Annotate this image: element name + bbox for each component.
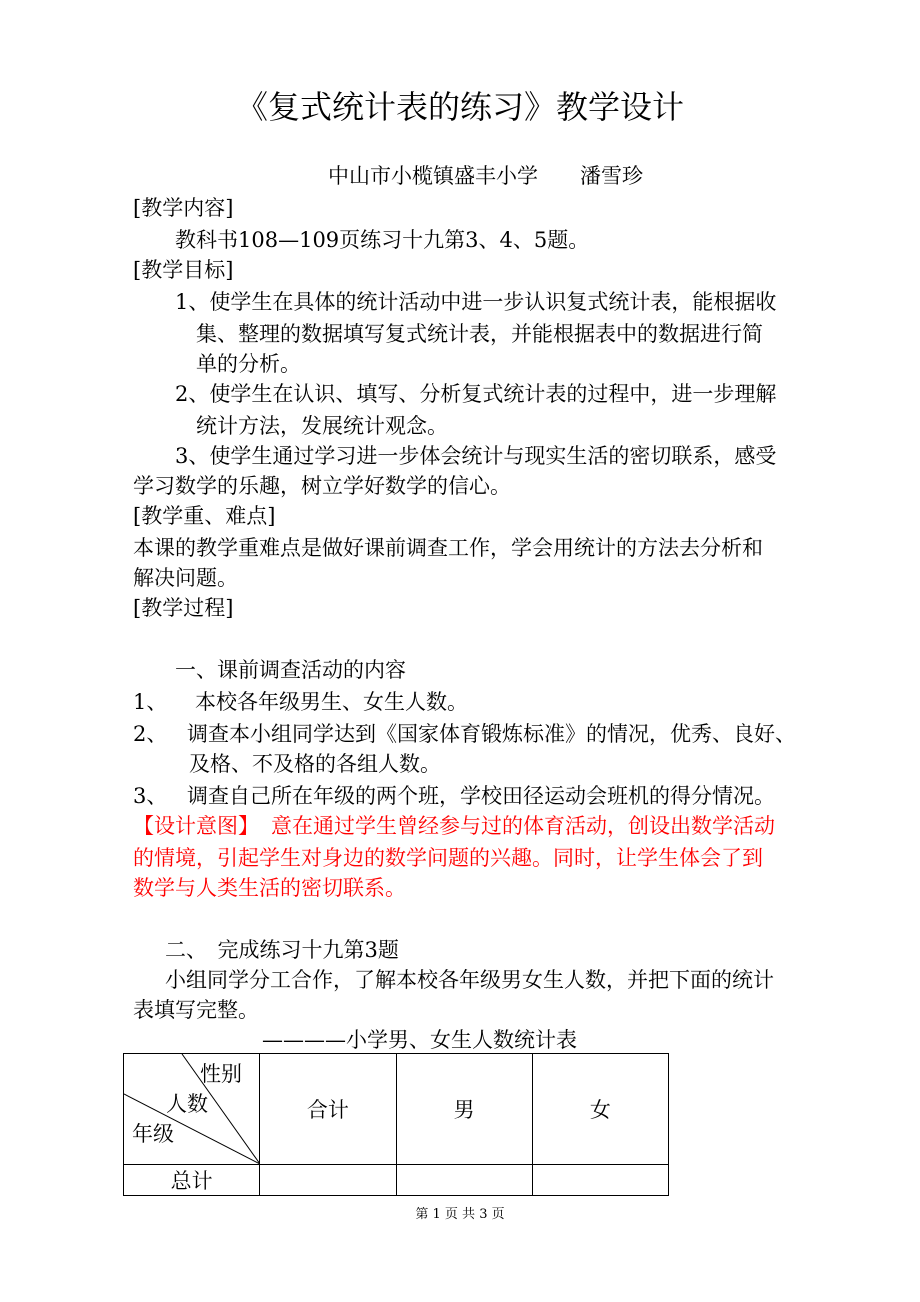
table-cell: [532, 1165, 668, 1196]
design-intent-text: 意在通过学生曾经参与过的体育活动，创设出数学活动: [271, 814, 775, 838]
part-2-heading: 二、 完成练习十九第3题: [165, 938, 399, 962]
header-gender-label: 性别: [200, 1062, 242, 1086]
design-intent-line-2: 的情境，引起学生对身边的数学问题的兴趣。同时，让学生体会了到: [133, 846, 763, 870]
design-intent-line-3: 数学与人类生活的密切联系。: [133, 876, 406, 900]
list-item-number: 1、: [133, 690, 168, 714]
part-1-heading: 一、课前调查活动的内容: [175, 658, 406, 682]
document-title: 《复式统计表的练习》教学设计: [235, 88, 684, 126]
goal-1-line-1: 1、使学生在具体的统计活动中进一步认识复式统计表，能根据收: [175, 290, 777, 314]
list-item-2: [133, 720, 796, 748]
table-header-row: [124, 1054, 669, 1165]
list-item-text: 本校各年级男生、女生人数。: [195, 690, 468, 714]
key-points-line-1: 本课的教学重难点是做好课前调查工作，学会用统计的方法去分析和: [133, 536, 763, 560]
part-2-text-line-2: 表填写完整。: [133, 998, 259, 1022]
list-item-number: 2、: [133, 722, 168, 746]
section-heading-content: [教学内容]: [133, 196, 234, 220]
author-line: 中山市小榄镇盛丰小学 潘雪珍: [328, 164, 643, 188]
header-grade-label: 年级: [132, 1122, 174, 1146]
goal-3-line-2: 学习数学的乐趣，树立学好数学的信心。: [133, 474, 511, 498]
key-points-line-2: 解决问题。: [133, 566, 238, 590]
table-caption: ————小学男、女生人数统计表: [262, 1028, 577, 1052]
list-item-text: 调查本小组同学达到《国家体育锻炼标准》的情况，优秀、良好、: [187, 722, 796, 746]
diagonal-header-cell: [124, 1054, 260, 1165]
goal-1-line-2: 集、整理的数据填写复式统计表，并能根据表中的数据进行简: [196, 322, 763, 346]
table-cell: [396, 1165, 532, 1196]
part-2-text-line-1: 小组同学分工合作，了解本校各年级男女生人数，并把下面的统计: [165, 968, 774, 992]
list-item-number: 3、: [133, 784, 168, 808]
list-item-text: 调查自己所在年级的两个班，学校田径运动会班机的得分情况。: [187, 784, 775, 808]
goal-3-line-1: 3、使学生通过学习进一步体会统计与现实生活的密切联系，感受: [175, 444, 777, 468]
design-intent-label: 【设计意图】: [133, 814, 259, 838]
section-heading-key-points: [教学重、难点]: [133, 504, 276, 528]
table-cell: [260, 1165, 396, 1196]
section-heading-goals: [教学目标]: [133, 258, 234, 282]
header-female: 女: [532, 1054, 668, 1165]
list-item-2-continuation: 及格、不及格的各组人数。: [189, 752, 441, 776]
list-item-1: [133, 688, 468, 716]
header-count-label: 人数: [166, 1092, 208, 1116]
goal-2-line-1: 2、使学生在认识、填写、分析复式统计表的过程中，进一步理解: [175, 382, 777, 406]
goal-2-line-2: 统计方法，发展统计观念。: [196, 414, 448, 438]
header-male: 男: [396, 1054, 532, 1165]
content-text: 教科书108—109页练习十九第3、4、5题。: [175, 228, 590, 252]
list-item-3: [133, 782, 775, 810]
goal-1-line-3: 单的分析。: [196, 352, 301, 376]
header-total: 合计: [260, 1054, 396, 1165]
section-heading-process: [教学过程]: [133, 596, 234, 620]
statistics-table: [123, 1053, 669, 1196]
row-total-label: 总计: [124, 1165, 260, 1196]
table-row: [124, 1165, 669, 1196]
design-intent-line-1: [133, 812, 775, 840]
page-footer: 第 1 页 共 3 页: [415, 1207, 505, 1222]
